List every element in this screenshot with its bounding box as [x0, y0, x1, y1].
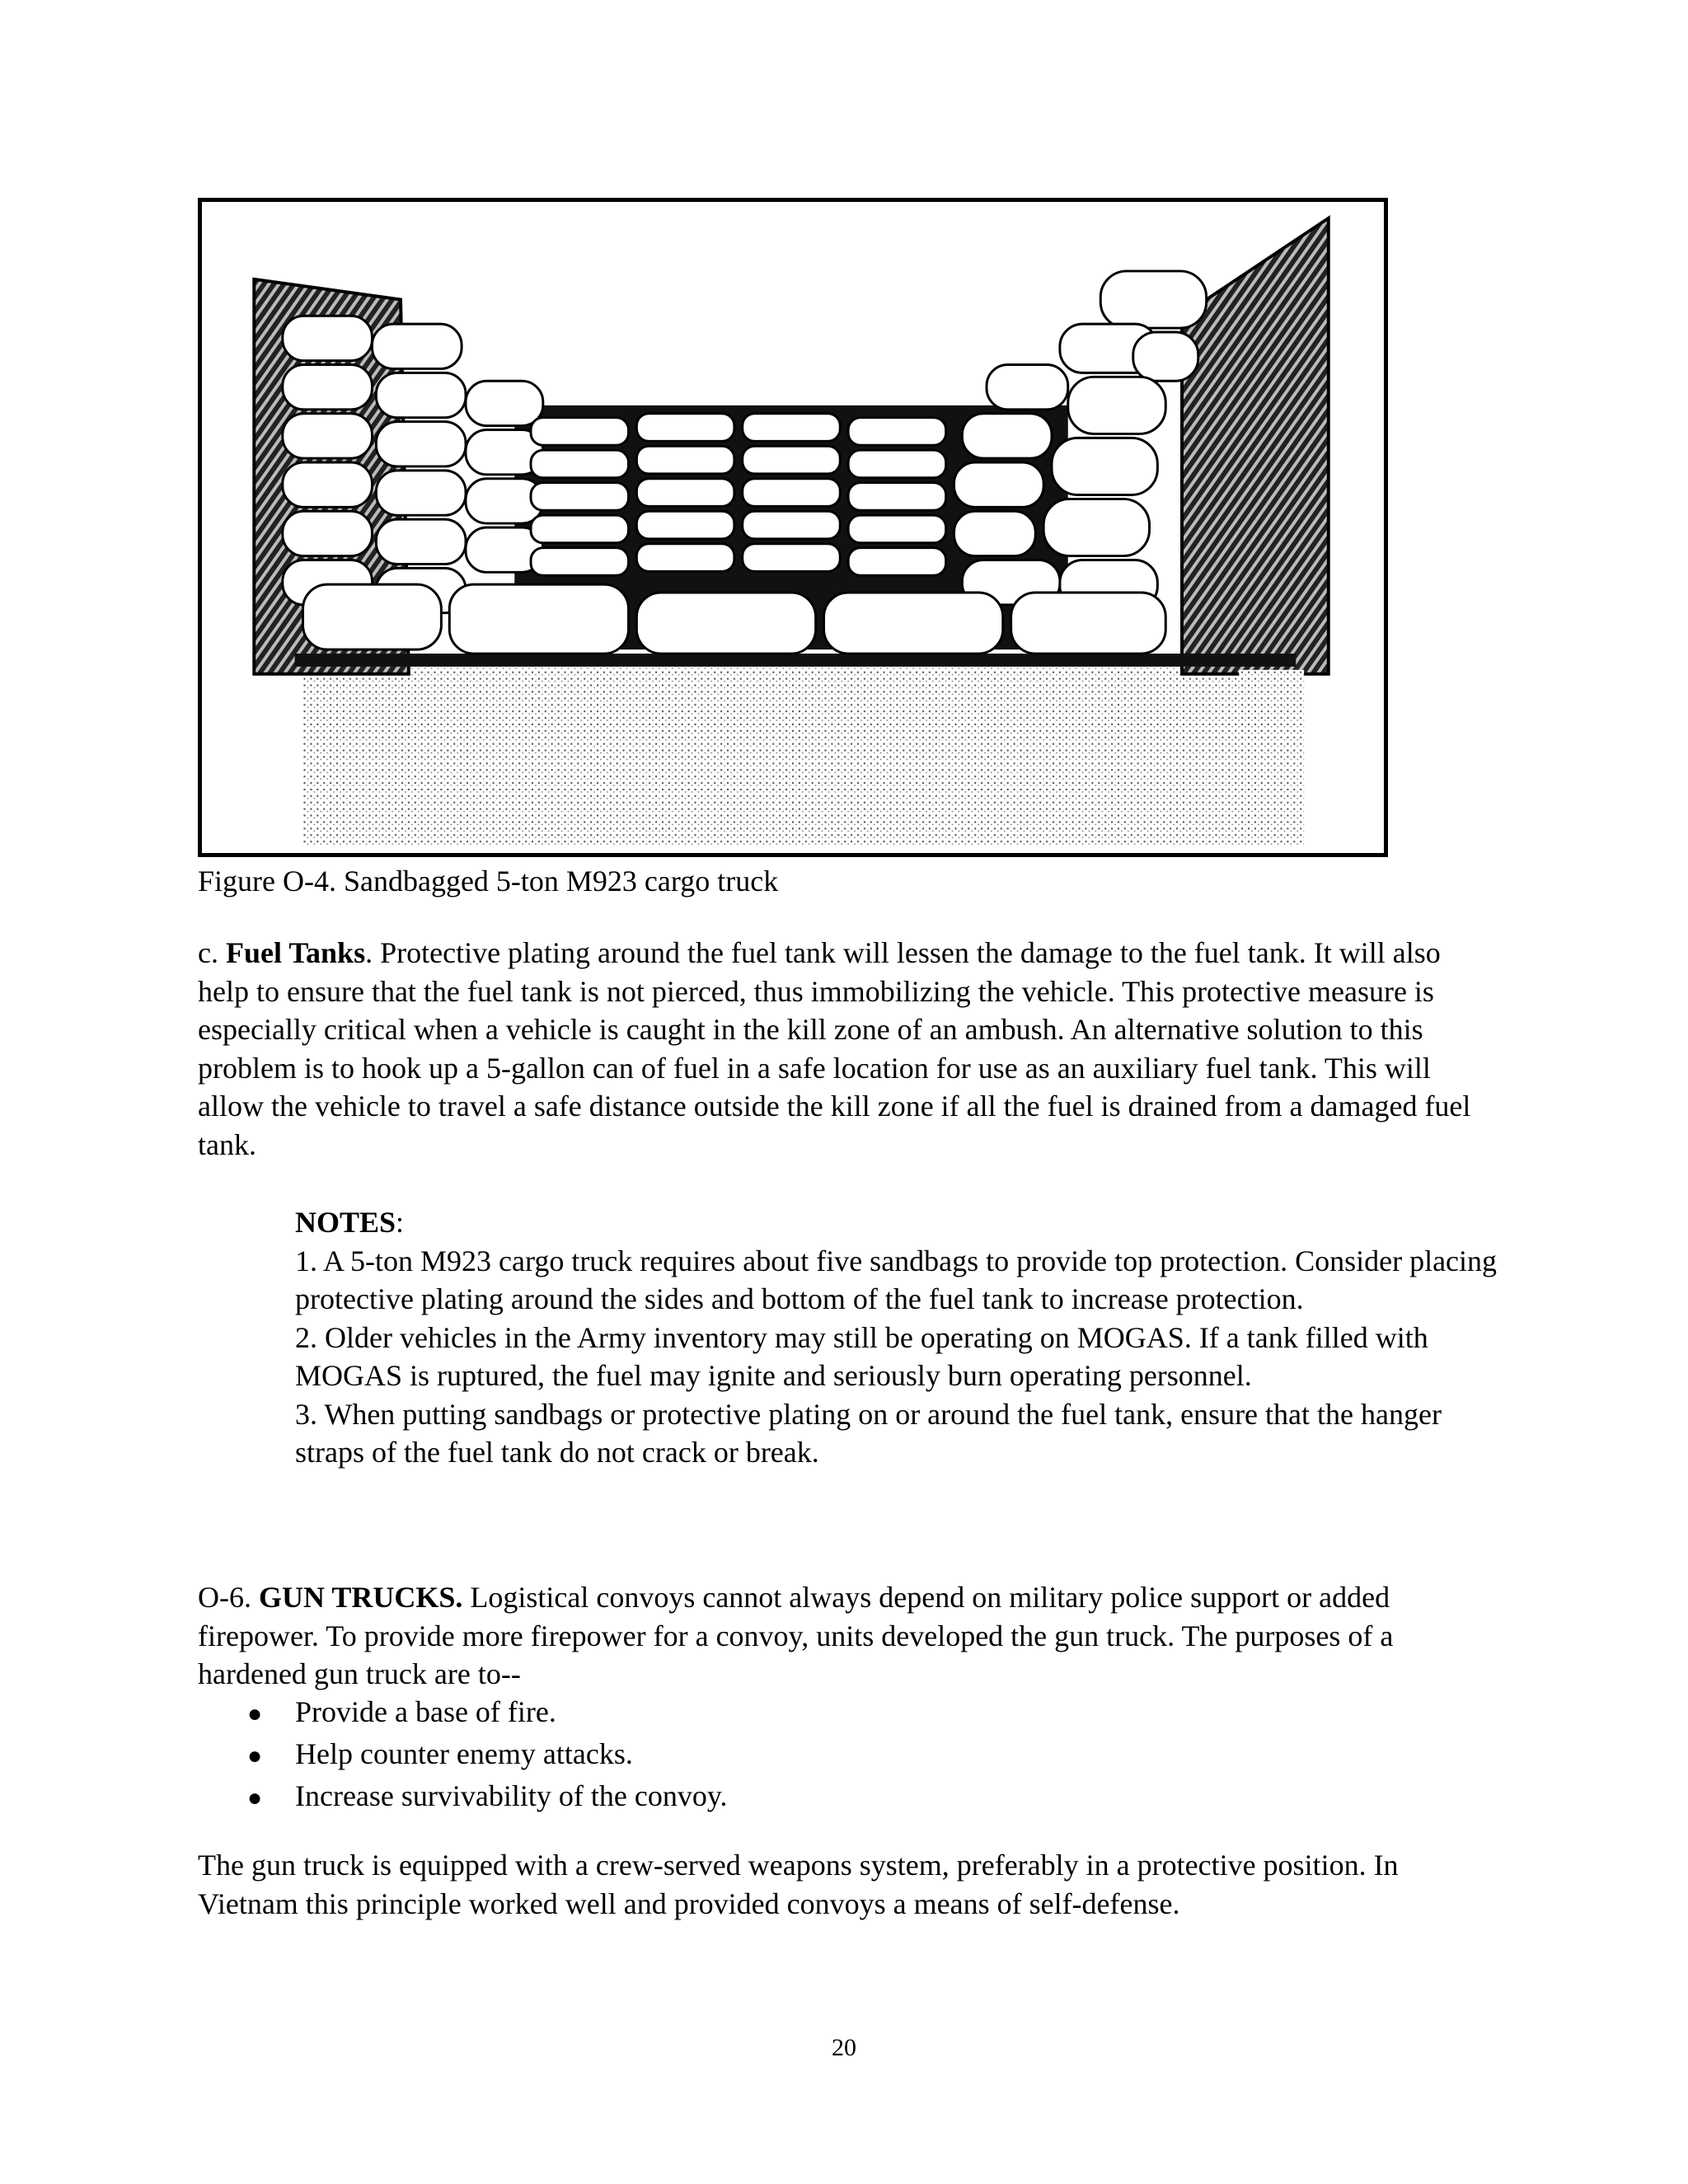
- list-item: [247, 1692, 1401, 1734]
- figure-o4-illustration: [198, 198, 1388, 857]
- page-number: 20: [832, 2034, 856, 2061]
- bed-floor: [295, 654, 1296, 667]
- gun-trucks-body: Logistical convoys cannot always depend on military police support or added firepower. To provide more firepower for a convoy, units developed the gun truck. The purposes of a hardened gun truck are to--: [198, 1581, 1394, 1690]
- bullet-icon: ●: [247, 1700, 263, 1727]
- fuel-tanks-body: . Protective plating around the fuel tank will lessen the damage to the fuel tank. It will also help to ensure that the fuel tank is not pierced, thus immobilizing the vehicle. This protective measure is especially critical when a vehicle is caught in the kill zone of an ambush. An alternative solution to this problem is to hook up a 5-gallon can of fuel in a safe location for use as an auxiliary fuel tank. This will allow the vehicle to travel a safe distance outside the kill zone if all the fuel is drained from a damaged fuel tank.: [198, 936, 1471, 1161]
- ground-stipple: [303, 662, 1280, 845]
- gun-trucks-label: O-6.: [198, 1581, 251, 1614]
- gun-trucks-paragraph: [198, 1578, 1484, 1694]
- fuel-tanks-paragraph: [198, 934, 1484, 1164]
- list-item: [247, 1776, 1401, 1818]
- list-item: [247, 1734, 1401, 1776]
- note-item-3: 3. When putting sandbags or protective plating on or around the fuel tank, ensure that the hanger straps of the fuel tank do not crack or break.: [295, 1397, 1442, 1469]
- notes-block: [295, 1203, 1498, 1472]
- gun-truck-purpose-list: [247, 1692, 1401, 1818]
- bottom-sandbag-row: [303, 584, 1166, 654]
- note-item-2: 2. Older vehicles in the Army inventory may still be operating on MOGAS. If a tank filled with MOGAS is ruptured, the fuel may ignite and seriously burn operating personnel.: [295, 1320, 1428, 1392]
- list-item-text: Increase survivability of the convoy.: [295, 1779, 728, 1812]
- bullet-icon: ●: [247, 1784, 263, 1811]
- notes-heading-line: [295, 1203, 1498, 1242]
- gun-truck-closing-paragraph: The gun truck is equipped with a crew-served weapons system, preferably in a protective position. In Vietnam this principle worked well and provided convoys a means of self-defense.: [198, 1849, 1399, 1920]
- fuel-tanks-label: c.: [198, 936, 218, 969]
- list-item-text: Provide a base of fire.: [295, 1695, 556, 1728]
- gun-trucks-heading: GUN TRUCKS.: [259, 1581, 463, 1614]
- note-item-1: 1. A 5-ton M923 cargo truck requires about five sandbags to provide top protection. Consider placing protective plating around the sides and bottom of the fuel tank to increase protection.: [295, 1244, 1498, 1315]
- sandbagged-truck-drawing: [202, 202, 1384, 853]
- bullet-icon: ●: [247, 1742, 263, 1769]
- chassis-stipple: [1239, 670, 1304, 845]
- left-sandbag-stack: [283, 316, 543, 612]
- figure-caption: Figure O-4. Sandbagged 5-ton M923 cargo truck: [198, 865, 779, 898]
- notes-colon: :: [396, 1206, 405, 1239]
- list-item-text: Help counter enemy attacks.: [295, 1737, 633, 1770]
- notes-heading: NOTES: [295, 1206, 396, 1239]
- fuel-tanks-heading: Fuel Tanks: [225, 936, 366, 969]
